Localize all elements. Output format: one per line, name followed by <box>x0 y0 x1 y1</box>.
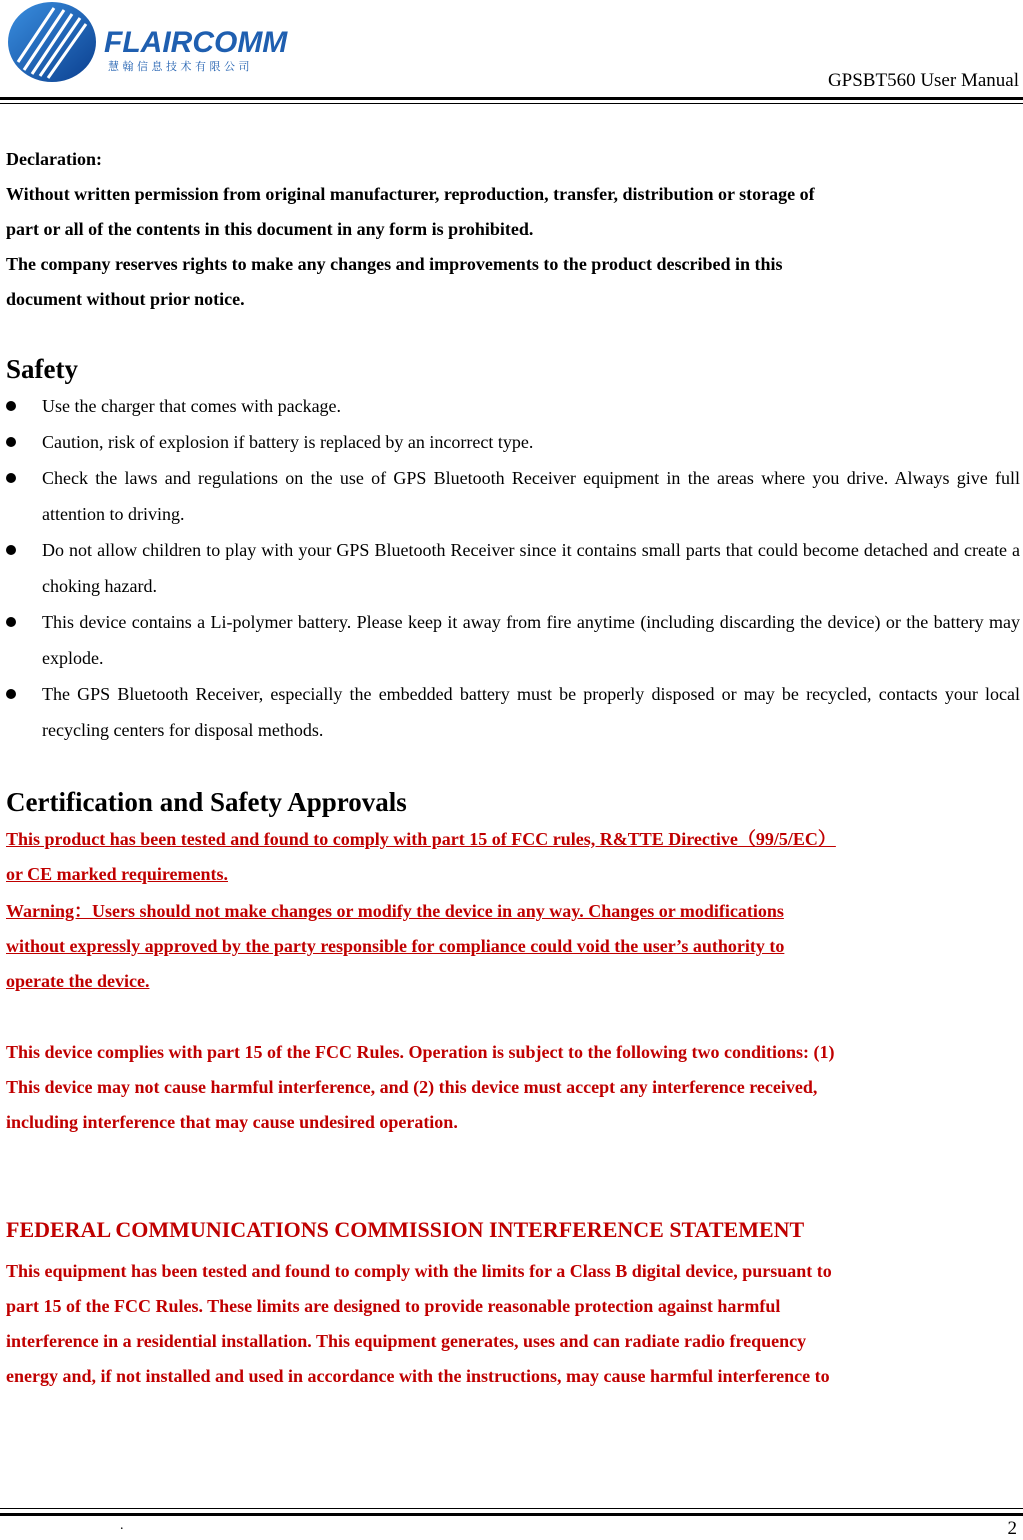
bullet-icon <box>6 617 16 627</box>
fcc-statement-text: This equipment has been tested and found to comply with the limits for a Class B digital device, pursuant to <box>6 1261 832 1281</box>
fcc-compliance-text: including interference that may cause undesired operation. <box>6 1112 458 1132</box>
document-title: GPSBT560 User Manual <box>827 70 1019 91</box>
brand-name: FLAIRCOMM <box>104 26 288 59</box>
certification-tested: or CE marked requirements. <box>6 864 228 884</box>
warning-text: without expressly approved by the party responsible for compliance could void the user’s authority to <box>6 936 785 956</box>
page-number: 2 <box>1007 1518 1017 1539</box>
fcc-compliance-text: This device complies with part 15 of the FCC Rules. Operation is subject to the following two conditions: (1) <box>6 1042 835 1062</box>
header-rule-thick <box>0 97 1023 100</box>
safety-heading: Safety <box>6 354 78 384</box>
header-rule-thin <box>0 103 1023 104</box>
fcc-statement-text: part 15 of the FCC Rules. These limits are designed to provide reasonable protection against harmful <box>6 1296 781 1316</box>
main-content <box>6 140 1020 1394</box>
fcc-statement-text: energy and, if not installed and used in accordance with the instructions, may cause harmful interference to <box>6 1366 830 1386</box>
bullet-icon <box>6 545 16 555</box>
bullet-icon <box>6 689 16 699</box>
declaration-line: The company reserves rights to make any changes and improvements to the product described in this <box>6 254 783 274</box>
fcc-statement-text: interference in a residential installation. This equipment generates, uses and can radiate radio frequency <box>6 1331 807 1351</box>
bullet-icon <box>6 473 16 483</box>
warning-text: Warning：Users should not make changes or modify the device in any way. Changes or modifications <box>6 901 784 921</box>
fcc-compliance-text: This device may not cause harmful interference, and (2) this device must accept any interference received, <box>6 1077 818 1097</box>
warning-text: operate the device. <box>6 971 150 991</box>
certification-tested: This product has been tested and found to comply with part 15 of FCC rules, R&TTE Directive（99/5/EC） <box>6 829 836 849</box>
footer-dot: . <box>120 1518 124 1533</box>
bullet-icon <box>6 437 16 447</box>
declaration-line: part or all of the contents in this document in any form is prohibited. <box>6 219 534 239</box>
certification-heading: Certification and Safety Approvals <box>6 787 407 817</box>
footer-rule-thin <box>0 1508 1023 1509</box>
list-item: Use the charger that comes with package. <box>6 388 1020 424</box>
list-item: Check the laws and regulations on the use of GPS Bluetooth Receiver equipment in the areas where you drive. Always give full attention to driving. <box>6 460 1020 532</box>
flaircomm-logo <box>6 2 316 86</box>
list-item: This device contains a Li-polymer battery. Please keep it away from fire anytime (including discarding the device) or the battery may explode. <box>6 604 1020 676</box>
footer-rule-thick <box>0 1513 1023 1516</box>
list-item: Caution, risk of explosion if battery is replaced by an incorrect type. <box>6 424 1020 460</box>
safety-list <box>6 388 1020 748</box>
declaration-heading: Declaration: <box>6 149 102 169</box>
bullet-icon <box>6 401 16 411</box>
declaration-line: document without prior notice. <box>6 289 245 309</box>
list-item: Do not allow children to play with your GPS Bluetooth Receiver since it contains small parts that could become detached and create a choking hazard. <box>6 532 1020 604</box>
list-item: The GPS Bluetooth Receiver, especially the embedded battery must be properly disposed or may be recycled, contacts your local recycling centers for disposal methods. <box>6 676 1020 748</box>
page-header <box>0 0 1023 110</box>
declaration-line: Without written permission from original manufacturer, reproduction, transfer, distribution or storage of <box>6 184 815 204</box>
brand-name-cn: 慧 翰 信 息 技 术 有 限 公 司 <box>108 60 250 73</box>
fcc-statement-heading: FEDERAL COMMUNICATIONS COMMISSION INTERFERENCE STATEMENT <box>6 1217 805 1242</box>
